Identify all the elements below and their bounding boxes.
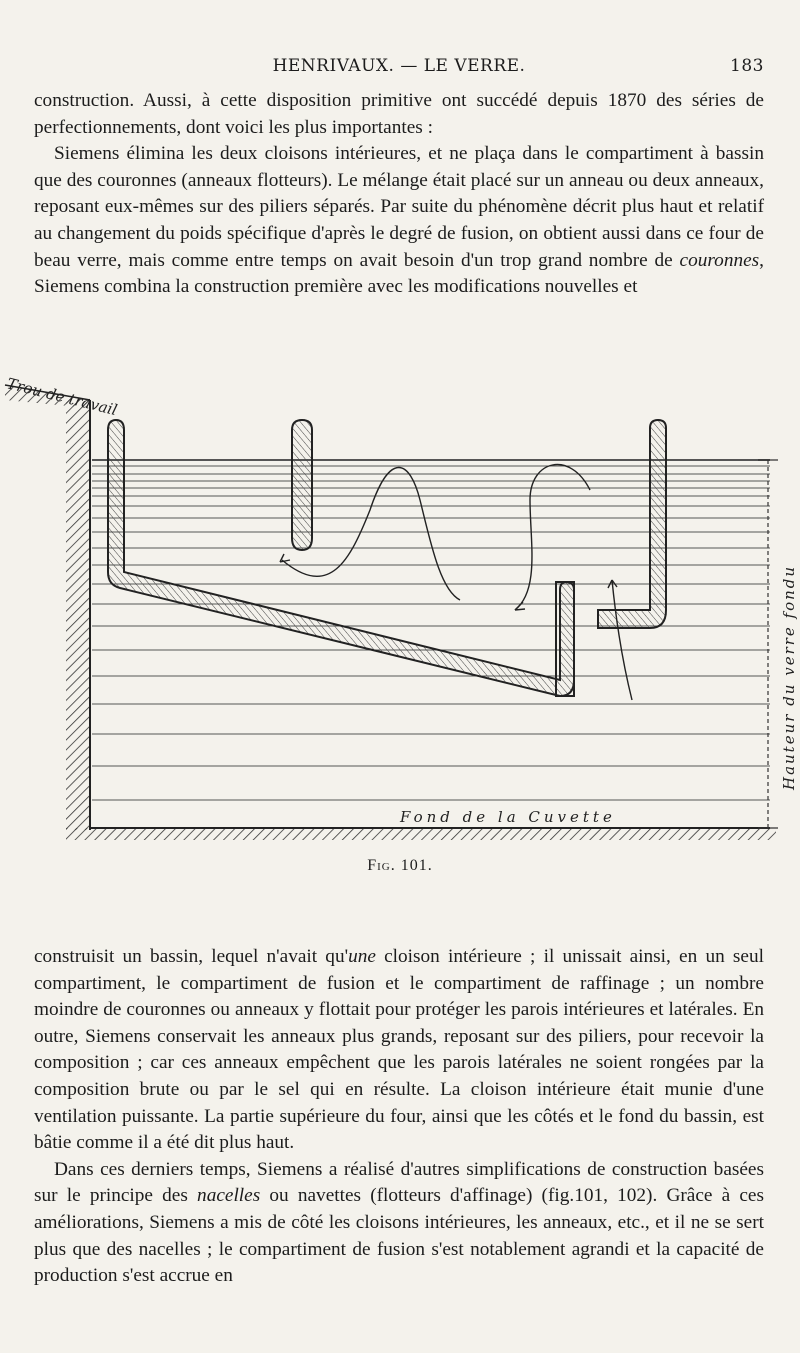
paragraph-4-part-b: ou navettes (flotteurs d'affinage) (fig.101, 102). Grâce à ces améliorations, Siemens a mis de côté les cloisons intérieures, les anneaux, etc., et il ne se sert plus que des nacelles ; le compartiment de fusion s'est notablement agrandi et la capacité de production s'est accrue en [34,1185,764,1287]
paragraph-2-part-a: Siemens élimina les deux cloisons intérieures, et ne plaça dans le compartiment à bassin que des couronnes (anneaux flotteurs). Le mélange était placé sur un anneau ou deux anneaux, reposant eux-mêmes sur des piliers séparés. Par suite du phénomène décrit plus haut et relatif au changement du poids spécifique d'après le degré de fusion, on obtient aussi dans ce four de beau verre, mais comme entre temps on avait besoin d'un trop grand nombre de [34,143,764,271]
nacelle-float [108,420,666,696]
paragraph-1: construction. Aussi, à cette disposition primitive ont succédé depuis 1870 des séries de perfectionnements, dont voici les plus importantes : [34,90,764,138]
paragraph-4-part-a: Dans ces derniers temps, Siemens a réalisé d'autres simplifications de construction basées sur le principe des [34,1158,764,1207]
paragraph-3-part-b: cloison intérieure ; il unissait ainsi, en un seul compartiment, le compartiment de fusion et le compartiment de raffinage ; un nombre moindre de couronnes ou anneaux y flottait pour protéger les parois intérieures et latérales. En outre, Siemens conservait les anneaux plus grands, reposant sur des piliers, pour recevoir la composition ; car ces anneaux empêchent que les parois latérales ne soient rongées par la composition brute ou par le sel qui en résulte. La cloison intérieure était munie d'une ventilation puissante. La partie supérieure du four, ainsi que les côtés et le fond du bassin, est bâtie comme il a été dit plus haut. [34,946,764,1154]
running-title: HENRIVAUX. — LE VERRE. [272,56,526,76]
label-trou-de-travail: Trou de travail [5,374,120,420]
paragraph-2-italic: couronnes [679,249,760,271]
paragraph-2-part-b: , Siemens combina la construction première avec les modifications nouvelles et [34,249,764,298]
label-fond-de-la-cuvette: Fond de la Cuvette [400,808,616,826]
paragraph-2 [34,141,764,301]
glass-level-lines [92,460,770,800]
page-number: 183 [730,56,764,76]
left-wall [5,385,90,830]
paragraph-3-italic: une [348,946,376,967]
figure-caption: Fig. 101. [367,857,433,874]
paragraph-4-italic: nacelles [197,1185,261,1207]
label-hauteur-du-verre: Hauteur du verre fondu [780,564,798,790]
figure-101 [0,360,800,840]
cuvette-floor [66,828,776,840]
paragraph-4 [34,1157,764,1290]
paragraph-3 [34,944,764,1157]
height-dimension [758,460,778,828]
text-block-bottom [34,944,764,1290]
paragraph-3-part-a: construisit un bassin, lequel n'avait qu' [34,946,349,967]
text-block-top [34,88,764,301]
furnace-diagram [0,360,800,840]
running-header [34,56,764,82]
